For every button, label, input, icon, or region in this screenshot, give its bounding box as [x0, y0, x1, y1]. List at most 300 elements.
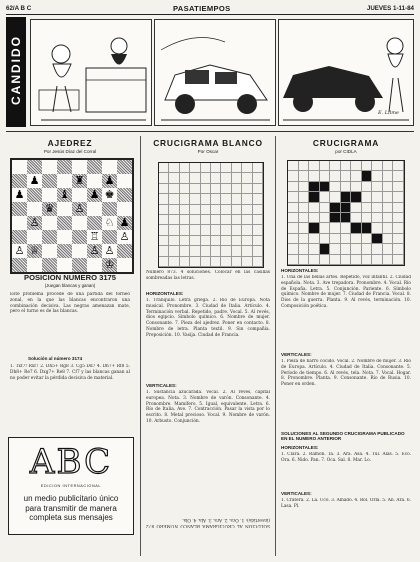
grid-cell: [383, 192, 394, 202]
grid-cell: [180, 163, 190, 173]
grid-cell: [351, 192, 362, 202]
grid-cell: [211, 225, 221, 235]
grid-cell: [159, 225, 169, 235]
grid-cell: [232, 184, 242, 194]
position-title: POSICION NUMERO 3175: [24, 273, 116, 282]
board-square: [87, 258, 102, 272]
grid-cell: [299, 255, 310, 265]
chess-piece: ♟: [104, 174, 115, 187]
board-square: [117, 160, 132, 174]
comic-panel-2: [154, 19, 276, 126]
grid-cell: [159, 257, 169, 267]
chess-piece: ♙: [29, 216, 40, 229]
comic-strip: [6, 17, 414, 132]
grid-cell: [288, 244, 299, 254]
grid-cell: [232, 246, 242, 256]
chess-piece: ♙: [89, 244, 100, 257]
comic-title-bar: [6, 17, 26, 127]
grid-cell: [232, 215, 242, 225]
chess-piece: ♟: [14, 188, 25, 201]
grid-cell: [211, 173, 221, 183]
upside-down-solutions: SOLUCION AL CRUCIGRAMA BLANCO NUMERO 872 (invertido): 1. Oca. 2. Ara. 3. Ala. 4. Ola.: [146, 517, 270, 528]
grid-cell: [309, 244, 320, 254]
chess-piece: ♟: [29, 174, 40, 187]
board-square: [27, 188, 42, 202]
grid-cell: [180, 257, 190, 267]
grid-cell: [330, 255, 341, 265]
grid-cell: [372, 223, 383, 233]
grid-cell: [221, 184, 231, 194]
grid-cell: [330, 192, 341, 202]
grid-cell: [190, 246, 200, 256]
grid-cell: [201, 225, 211, 235]
grid-cell: [169, 205, 179, 215]
chess-piece: ♘: [104, 216, 115, 229]
board-square: [102, 160, 117, 174]
grid-cell: [309, 223, 320, 233]
grid-cell: [362, 182, 373, 192]
grid-cell: [232, 205, 242, 215]
grid-cell: [299, 244, 310, 254]
grid-cell: [253, 194, 263, 204]
grid-cell: [242, 173, 252, 183]
grid-cell: [383, 213, 394, 223]
grid-cell: [232, 225, 242, 235]
grid-cell: [201, 194, 211, 204]
grid-cell: [211, 257, 221, 267]
grid-cell: [330, 244, 341, 254]
abc-logo: ABC: [29, 442, 113, 482]
chess-piece: ♝: [59, 188, 70, 201]
board-square: [27, 202, 42, 216]
issue-date: JUEVES 1-11-84: [366, 5, 414, 12]
chess-piece: ♜: [74, 174, 85, 187]
board-square: [72, 174, 87, 188]
grid-cell: [372, 234, 383, 244]
crossword-byline: por CIDLA: [335, 149, 357, 154]
grid-cell: [211, 246, 221, 256]
grid-cell: [320, 203, 331, 213]
board-square: [72, 244, 87, 258]
board-square: [57, 188, 72, 202]
artist-signature: E. Lilme: [377, 110, 399, 116]
grid-cell: [242, 163, 252, 173]
chess-byline: Por Jesús Díaz del Corral: [43, 149, 97, 154]
grid-cell: [383, 182, 394, 192]
grid-cell: [351, 171, 362, 181]
board-square: [27, 160, 42, 174]
grid-cell: [190, 173, 200, 183]
grid-cell: [201, 236, 211, 246]
grid-cell: [180, 225, 190, 235]
board-square: [12, 202, 27, 216]
board-square: [87, 188, 102, 202]
grid-cell: [393, 203, 404, 213]
grid-cell: [190, 184, 200, 194]
grid-cell: [180, 194, 190, 204]
grid-cell: [320, 213, 331, 223]
grid-cell: [320, 192, 331, 202]
blank-crossword-title: CRUCIGRAMA BLANCO: [153, 138, 263, 148]
board-square: [27, 258, 42, 272]
grid-cell: [351, 182, 362, 192]
grid-cell: [351, 234, 362, 244]
grid-cell: [253, 215, 263, 225]
grid-cell: [190, 257, 200, 267]
grid-cell: [288, 182, 299, 192]
chess-piece: ♙: [104, 244, 115, 257]
ad-edition: EDICION INTERNACIONAL: [40, 484, 102, 488]
board-square: [72, 230, 87, 244]
grid-cell: [372, 244, 383, 254]
grid-cell: [242, 257, 252, 267]
crossword-horizontal-title: HORIZONTALES:: [281, 268, 319, 273]
grid-cell: [201, 163, 211, 173]
grid-cell: [309, 255, 320, 265]
board-square: [12, 216, 27, 230]
grid-cell: [288, 255, 299, 265]
position-caption: (Juegan blancas y ganan): [44, 283, 96, 288]
board-square: [27, 230, 42, 244]
grid-cell: [159, 246, 169, 256]
grid-cell: [180, 184, 190, 194]
grid-cell: [320, 244, 331, 254]
grid-cell: [330, 203, 341, 213]
grid-cell: [330, 213, 341, 223]
grid-cell: [341, 192, 352, 202]
grid-cell: [330, 234, 341, 244]
grid-cell: [221, 194, 231, 204]
grid-cell: [169, 236, 179, 246]
grid-cell: [351, 161, 362, 171]
board-square: [72, 258, 87, 272]
grid-cell: [253, 173, 263, 183]
grid-cell: [253, 184, 263, 194]
grid-cell: [190, 205, 200, 215]
grid-cell: [393, 182, 404, 192]
grid-cell: [341, 182, 352, 192]
grid-cell: [362, 234, 373, 244]
grid-cell: [221, 163, 231, 173]
board-square: [57, 216, 72, 230]
board-square: [57, 244, 72, 258]
grid-cell: [393, 244, 404, 254]
board-square: [102, 230, 117, 244]
grid-cell: [288, 223, 299, 233]
board-square: [27, 244, 42, 258]
grid-cell: [383, 244, 394, 254]
grid-cell: [211, 205, 221, 215]
grid-cell: [169, 246, 179, 256]
board-square: [42, 230, 57, 244]
board-square: [117, 244, 132, 258]
solutions-horizontal-text: 1. Clara. 2. Ramón. Ta. 3. Ara. Asa. 4. Tul. Alas. 5. Eco. Ora. 6. Nido. Pan. 7. Oca. Sal. 8. Mar. Lo.: [281, 452, 411, 463]
grid-cell: [299, 203, 310, 213]
board-square: [72, 188, 87, 202]
comic-title: CANDIDO: [9, 35, 23, 105]
chess-piece: ♟: [89, 188, 100, 201]
grid-cell: [341, 203, 352, 213]
grid-cell: [169, 173, 179, 183]
grid-cell: [362, 203, 373, 213]
board-square: [57, 230, 72, 244]
blank-vertical-clues: 1. Sustancia azucarada. Vocal. 2. Al revés, capital europea. Nota. 3. Nombre de varón. Consonante. 4. Pronombre. Mamífero. 5. Igual, equivalente. Letra. 6. Río de Italia. Ave. 7. Contracción. Pasar la vista por lo escrito. 8. Metal precioso. Vocal. 9. Nombre de varón. 10. Arbusto. Conjunción.: [146, 390, 270, 424]
grid-cell: [341, 244, 352, 254]
solutions-vertical-text: 1. Cratera. 2. La. Uco. 3. Amado. 4. Rol. Orla. 5. An. Ara. 6. Lasa. Pl.: [281, 498, 411, 509]
grid-cell: [341, 161, 352, 171]
grid-cell: [169, 215, 179, 225]
grid-cell: [221, 173, 231, 183]
grid-cell: [190, 225, 200, 235]
grid-cell: [201, 184, 211, 194]
board-square: [12, 188, 27, 202]
crossword-solutions-title: SOLUCIONES AL SEGUNDO CRUCIGRAMA PUBLICADO EN EL NUMERO ANTERIOR: [281, 431, 405, 441]
board-square: [12, 258, 27, 272]
panel-1-drawing: [31, 20, 151, 125]
grid-cell: [320, 182, 331, 192]
board-square: [12, 244, 27, 258]
grid-cell: [341, 234, 352, 244]
grid-cell: [362, 223, 373, 233]
grid-cell: [362, 213, 373, 223]
board-square: [102, 258, 117, 272]
grid-cell: [383, 234, 394, 244]
grid-cell: [253, 205, 263, 215]
grid-cell: [299, 223, 310, 233]
grid-cell: [299, 213, 310, 223]
grid-cell: [180, 215, 190, 225]
grid-cell: [362, 255, 373, 265]
grid-cell: [372, 203, 383, 213]
grid-cell: [159, 173, 169, 183]
grid-cell: [351, 203, 362, 213]
grid-cell: [309, 171, 320, 181]
board-square: [42, 258, 57, 272]
grid-cell: [299, 171, 310, 181]
board-square: [72, 160, 87, 174]
grid-cell: [341, 223, 352, 233]
crossword-title: CRUCIGRAMA: [312, 138, 380, 148]
grid-cell: [221, 246, 231, 256]
grid-cell: [309, 213, 320, 223]
grid-cell: [351, 213, 362, 223]
grid-cell: [320, 161, 331, 171]
chess-piece: ♙: [74, 202, 85, 215]
section-title: PASATIEMPOS: [173, 4, 231, 13]
grid-cell: [242, 194, 252, 204]
comic-panel-1: [30, 19, 152, 126]
board-square: [117, 202, 132, 216]
grid-cell: [393, 192, 404, 202]
board-square: [12, 160, 27, 174]
grid-cell: [372, 182, 383, 192]
grid-cell: [169, 225, 179, 235]
grid-cell: [211, 163, 221, 173]
grid-cell: [232, 257, 242, 267]
grid-cell: [242, 215, 252, 225]
board-square: [87, 202, 102, 216]
board-square: [72, 202, 87, 216]
grid-cell: [309, 182, 320, 192]
chess-piece: ♛: [44, 202, 55, 215]
chess-piece: ♕: [29, 244, 40, 257]
board-square: [57, 258, 72, 272]
grid-cell: [221, 225, 231, 235]
blank-horizontal-title: HORIZONTALES:: [146, 291, 184, 296]
board-square: [87, 244, 102, 258]
grid-cell: [393, 223, 404, 233]
grid-cell: [253, 246, 263, 256]
grid-cell: [393, 171, 404, 181]
grid-cell: [383, 223, 394, 233]
grid-cell: [190, 215, 200, 225]
grid-cell: [169, 184, 179, 194]
grid-cell: [159, 194, 169, 204]
chess-piece: ♖: [89, 230, 100, 243]
abc-advertisement: [8, 437, 134, 535]
grid-cell: [159, 236, 169, 246]
chess-title: AJEDREZ: [47, 138, 93, 148]
grid-cell: [232, 194, 242, 204]
grid-cell: [253, 163, 263, 173]
chess-board: [10, 158, 134, 274]
board-square: [117, 216, 132, 230]
board-square: [42, 188, 57, 202]
grid-cell: [242, 184, 252, 194]
grid-cell: [372, 161, 383, 171]
grid-cell: [288, 213, 299, 223]
board-square: [57, 202, 72, 216]
board-square: [57, 160, 72, 174]
grid-cell: [201, 257, 211, 267]
blank-crossword-grid: [158, 162, 264, 268]
crossword-grid: [287, 160, 405, 266]
grid-cell: [242, 225, 252, 235]
board-square: [102, 244, 117, 258]
grid-cell: [180, 246, 190, 256]
grid-cell: [341, 171, 352, 181]
grid-cell: [393, 213, 404, 223]
solutions-horizontal-title: HORIZONTALES:: [281, 445, 319, 450]
grid-cell: [180, 205, 190, 215]
grid-cell: [221, 236, 231, 246]
grid-cell: [288, 234, 299, 244]
grid-cell: [201, 246, 211, 256]
board-square: [87, 230, 102, 244]
chess-problem-text: Este problema procede de una partida del torneo zonal, en la que las blancas encontraron una combinación decisiva. Las negras amenazan mate, pero el turno es de las blancas.: [10, 292, 130, 315]
board-square: [72, 216, 87, 230]
grid-cell: [351, 223, 362, 233]
grid-cell: [299, 161, 310, 171]
grid-cell: [190, 236, 200, 246]
grid-cell: [242, 246, 252, 256]
grid-cell: [180, 236, 190, 246]
board-square: [57, 174, 72, 188]
ad-tagline: un medio publicitario único para transmitir de manera completa sus mensajes: [23, 494, 119, 523]
board-square: [27, 174, 42, 188]
board-square: [12, 230, 27, 244]
board-square: [42, 160, 57, 174]
grid-cell: [341, 213, 352, 223]
grid-cell: [309, 234, 320, 244]
grid-cell: [372, 171, 383, 181]
grid-cell: [299, 182, 310, 192]
board-square: [102, 188, 117, 202]
grid-cell: [242, 236, 252, 246]
grid-cell: [159, 163, 169, 173]
grid-cell: [159, 184, 169, 194]
grid-cell: [190, 163, 200, 173]
column-divider-2: [275, 136, 276, 556]
grid-cell: [320, 171, 331, 181]
grid-cell: [190, 194, 200, 204]
board-square: [87, 160, 102, 174]
page-header: [6, 4, 414, 15]
board-square: [12, 174, 27, 188]
grid-cell: [288, 171, 299, 181]
blank-crossword-footnote: Número 873. 4 soluciones. Colocar en las casillas sombreadas las letras.: [146, 270, 270, 281]
grid-cell: [232, 173, 242, 183]
grid-cell: [341, 255, 352, 265]
grid-cell: [221, 257, 231, 267]
grid-cell: [383, 161, 394, 171]
chess-piece: ♟: [119, 216, 130, 229]
chess-solution-text: 1. Txf7! Rxf7 2. Dh5+ Rg8 3. Cg5 Dd7 4. Dh7+ Rf8 5. Dh8+ Re7 6. Dxg7+ Re8 7. Cf7 y las blancas ganan al no poder evitar la pérdida decisiva de material.: [10, 364, 130, 381]
grid-cell: [309, 161, 320, 171]
blank-crossword-byline: Por Oscar: [197, 149, 219, 154]
grid-cell: [393, 234, 404, 244]
grid-cell: [362, 161, 373, 171]
grid-cell: [372, 192, 383, 202]
grid-cell: [372, 255, 383, 265]
grid-cell: [330, 223, 341, 233]
grid-cell: [211, 194, 221, 204]
grid-cell: [253, 225, 263, 235]
grid-cell: [362, 171, 373, 181]
page-number: 62/A B C: [6, 5, 32, 12]
grid-cell: [169, 194, 179, 204]
grid-cell: [330, 182, 341, 192]
grid-cell: [211, 184, 221, 194]
board-square: [102, 202, 117, 216]
board-square: [117, 174, 132, 188]
grid-cell: [309, 192, 320, 202]
grid-cell: [232, 236, 242, 246]
board-square: [42, 244, 57, 258]
grid-cell: [232, 163, 242, 173]
grid-cell: [393, 255, 404, 265]
chess-piece: ♔: [104, 258, 115, 271]
board-square: [87, 216, 102, 230]
blank-vertical-title: VERTICALES:: [146, 383, 177, 388]
grid-cell: [288, 192, 299, 202]
crossword-vertical-title: VERTICALES:: [281, 352, 312, 357]
chess-solution-title: Solución al número 3174: [28, 356, 83, 361]
grid-cell: [351, 244, 362, 254]
grid-cell: [393, 161, 404, 171]
grid-cell: [320, 223, 331, 233]
grid-cell: [288, 203, 299, 213]
board-square: [117, 188, 132, 202]
crossword-vertical-clues: 1. Pieza de barro cocido. Vocal. 2. Nombre de mujer. 3. Río de Europa. Artículo. 4. Ciudad de Italia. Consonante. 5. Período de tiempo. 6. Al revés, tela. Nota. 7. Vocal. Hogar. 8. Pronombre. Planta. 9. Consonante. Río de Rusia. 10. Poner en orden.: [281, 359, 411, 388]
chess-piece: ♙: [14, 244, 25, 257]
grid-cell: [159, 205, 169, 215]
grid-cell: [309, 203, 320, 213]
grid-cell: [159, 215, 169, 225]
grid-cell: [330, 171, 341, 181]
board-square: [117, 258, 132, 272]
board-square: [42, 202, 57, 216]
